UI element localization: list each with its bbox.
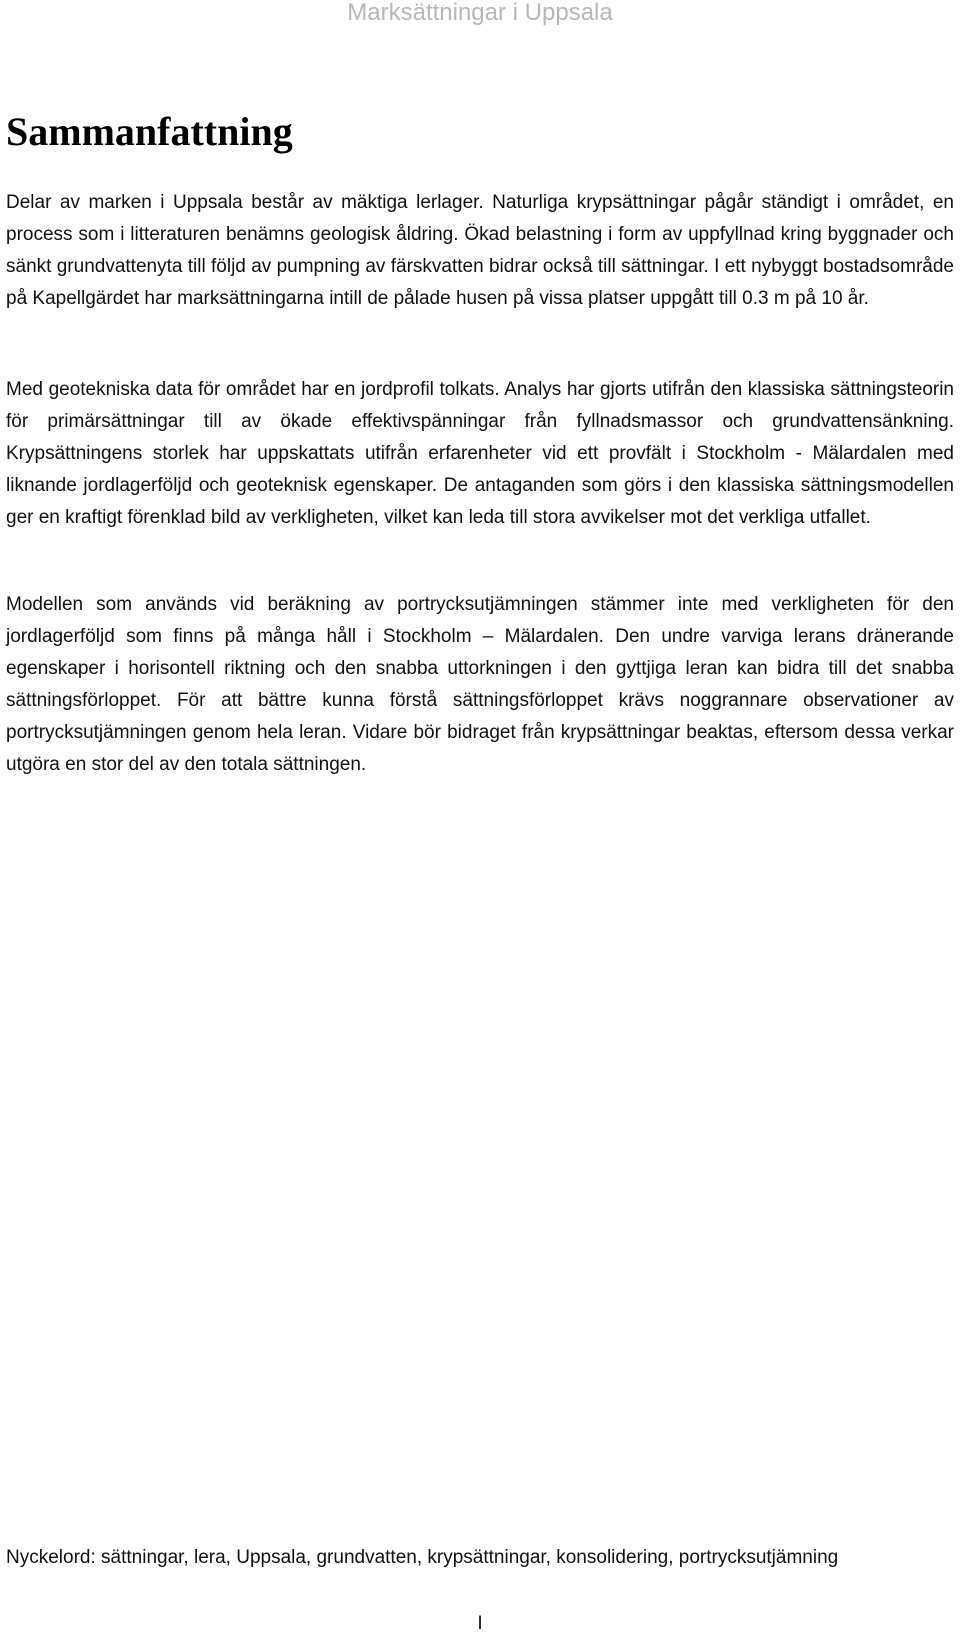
summary-paragraph-3: Modellen som används vid beräkning av portrycksutjämningen stämmer inte med verkligheten för den jordlagerföljd som finns på många håll i Stockholm – Mälardalen. Den undre varviga lerans dränerande egenskaper i horisontell riktning och den snabba uttorkningen i den gyttjiga leran kan bidra till det snabba sättningsförloppet. För att bättre kunna förstå sättningsförloppet krävs noggrannare observationer av portrycksutjämningen genom hela leran. Vidare bör bidraget från krypsättningar beaktas, eftersom dessa verkar utgöra en stor del av den totala sättningen.: [6, 594, 954, 775]
page-number: I: [477, 1613, 483, 1634]
summary-paragraph-1: Delar av marken i Uppsala består av mäktiga lerlager. Naturliga krypsättningar pågår ständigt i området, en process som i litteraturen benämns geologisk åldring. Ökad belastning i form av uppfyllnad kring byggnader och sänkt grundvattenyta till följd av pumpning av färskvatten bidrar också till sättningar. I ett nybyggt bostadsområde på Kapellgärdet har marksättningarna intill de pålade husen på vissa platser uppgått till 0.3 m på 10 år.: [6, 192, 954, 309]
keywords-line: Nyckelord: sättningar, lera, Uppsala, grundvatten, krypsättningar, konsolidering, portrycksutjämning: [6, 1547, 839, 1568]
page-title: Sammanfattning: [6, 109, 293, 154]
summary-paragraph-2: Med geotekniska data för området har en jordprofil tolkats. Analys har gjorts utifrån den klassiska sättningsteorin för primärsättningar till av ökade effektivspänningar från fyllnadsmassor och grundvattensänkning. Krypsättningens storlek har uppskattats utifrån erfarenheter vid ett provfält i Stockholm - Mälardalen med liknande jordlagerföljd och geoteknisk egenskaper. De antaganden som görs i den klassiska sättningsmodellen ger en kraftigt förenklad bild av verkligheten, vilket kan leda till stora avvikelser mot det verkliga utfallet.: [6, 379, 954, 528]
running-header: Marksättningar i Uppsala: [347, 0, 613, 26]
